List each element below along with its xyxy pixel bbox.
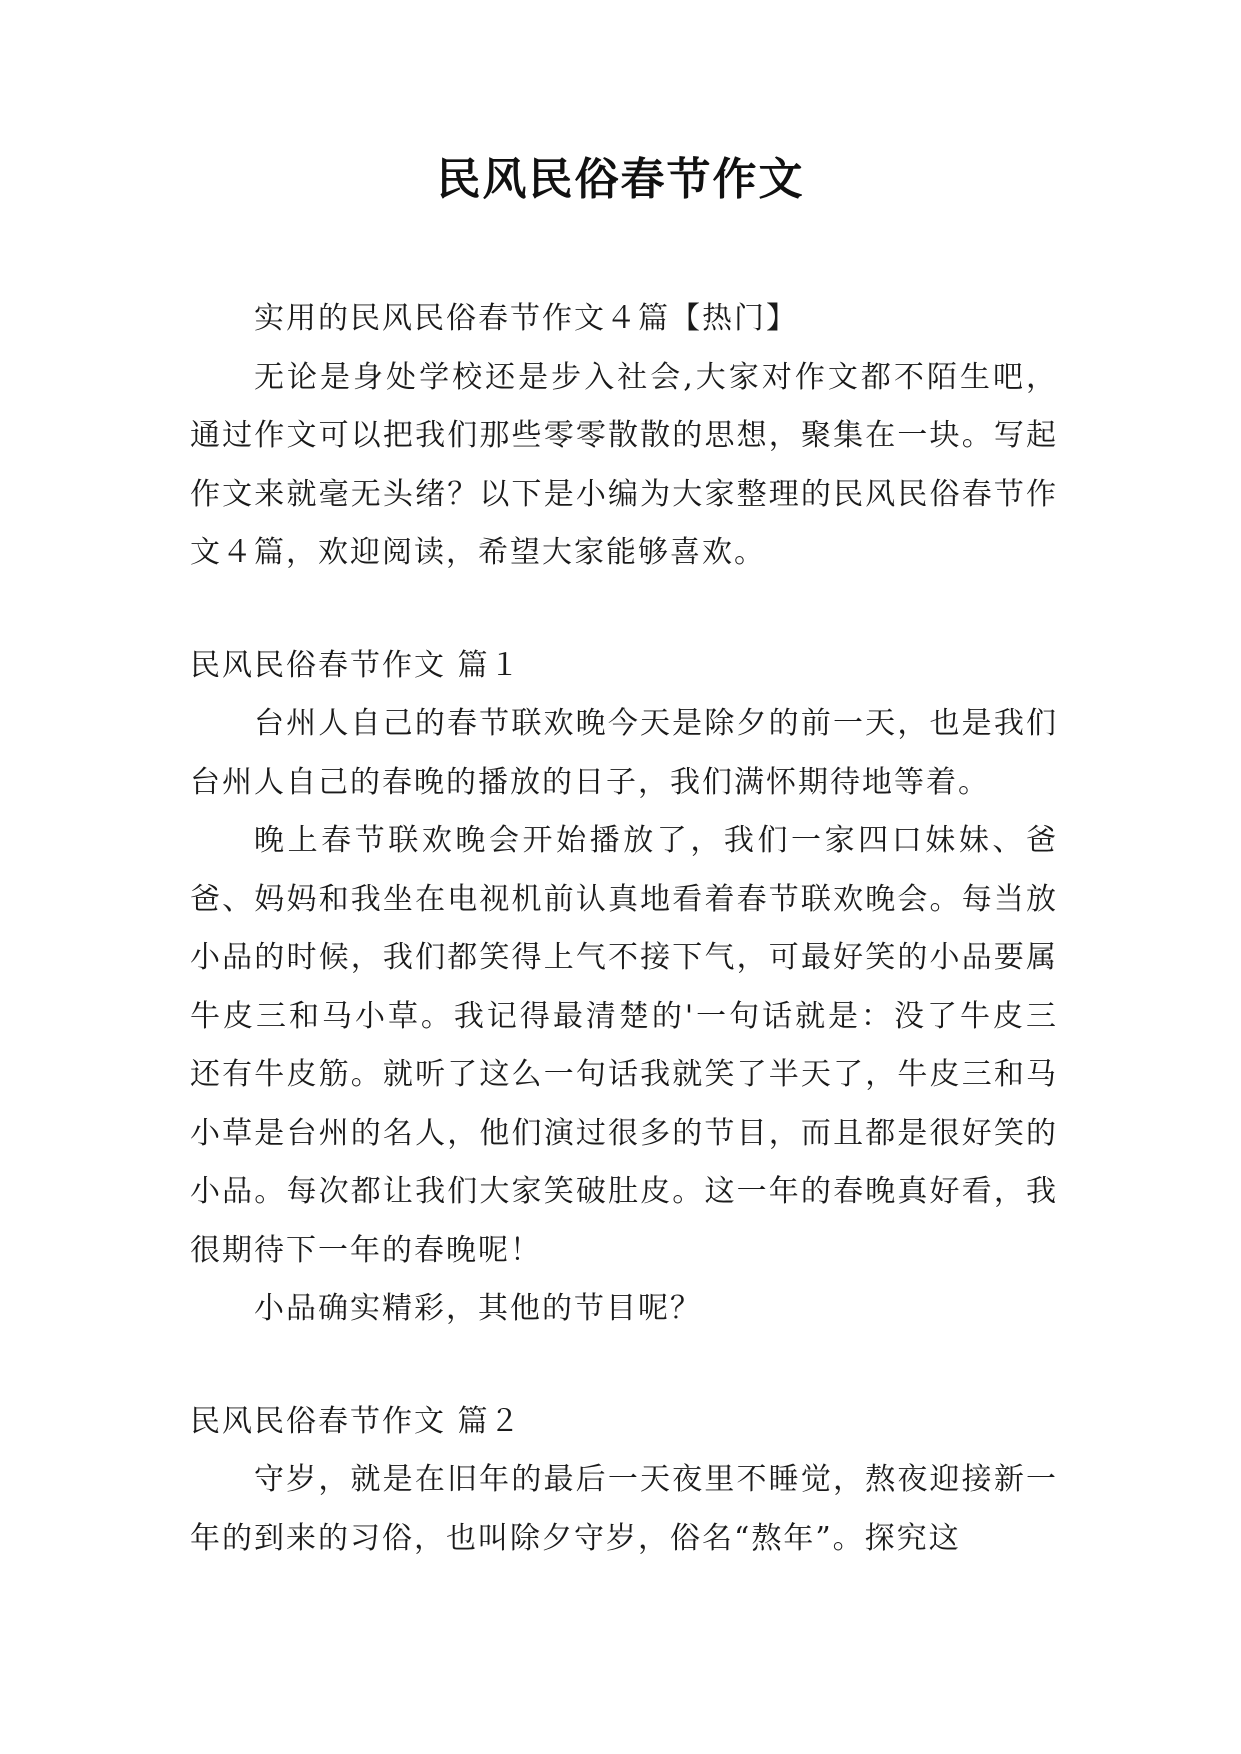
section-1-paragraph-3: 小品确实精彩，其他的节目呢？ [254,1291,702,1326]
section-spacer [190,583,1058,637]
intro-paragraph: 无论是身处学校还是步入社会,大家对作文都不陌生吧，通过作文可以把我们那些零零散散的思想，聚集在一块。写起作文来就毫无头绪？以下是小编为大家整理的民风民俗春节作文４篇，欢迎阅读，希望大家能够喜欢。 [190,359,1058,570]
section-spacer [190,1339,1058,1393]
document-body [190,290,1058,1568]
intro-subtitle: 实用的民风民俗春节作文４篇【热门】 [254,301,798,336]
section-1-paragraph-1: 台州人自己的春节联欢晚今天是除夕的前一天，也是我们台州人自己的春晚的播放的日子，我们满怀期待地等着。 [190,706,1058,800]
section-1-heading: 民风民俗春节作文 篇１ [190,647,522,683]
section-2-heading: 民风民俗春节作文 篇２ [190,1403,522,1439]
section-1-paragraph-2: 晚上春节联欢晚会开始播放了，我们一家四口妹妹、爸爸、妈妈和我坐在电视机前认真地看着春节联欢晚会。每当放小品的时候，我们都笑得上气不接下气，可最好笑的小品要属牛皮三和马小草。我记得最清楚的'一句话就是：没了牛皮三还有牛皮筋。就听了这么一句话我就笑了半天了，牛皮三和马小草是台州的名人，他们演过很多的节目，而且都是很好笑的小品。每次都让我们大家笑破肚皮。这一年的春晚真好看，我很期待下一年的春晚呢！ [190,823,1058,1268]
section-2-paragraph-1: 守岁，就是在旧年的最后一天夜里不睡觉，熬夜迎接新一年的到来的习俗，也叫除夕守岁，俗名“熬年”。探究这 [190,1462,1058,1556]
document-title: 民风民俗春节作文 [436,154,805,205]
